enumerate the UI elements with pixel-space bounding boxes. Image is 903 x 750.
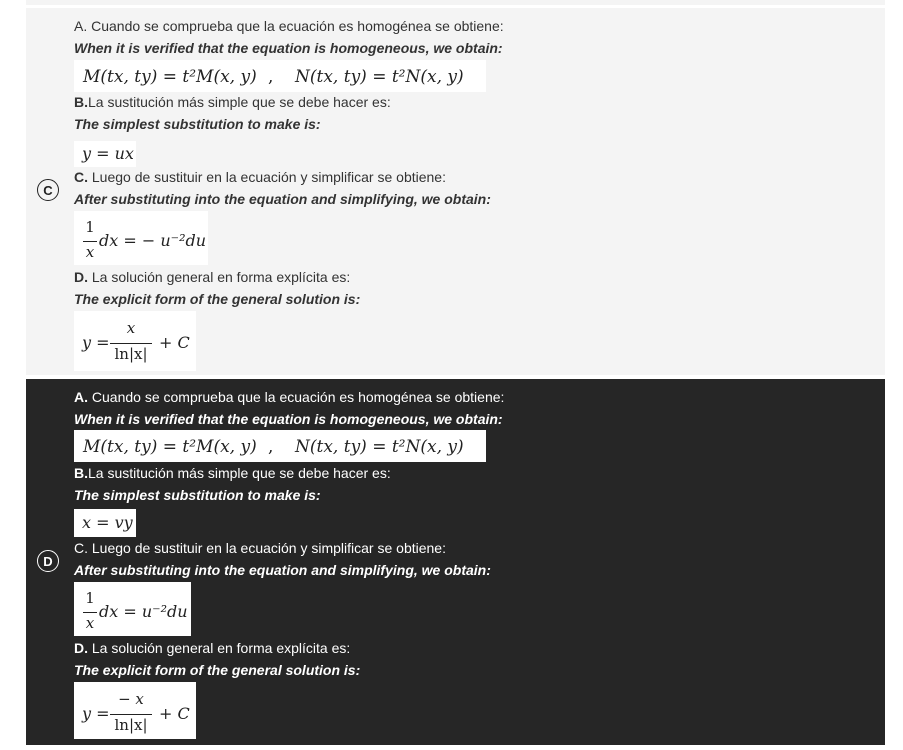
homogeneity-equation-box: M(tx, ty) = t²M(x, y) , N(tx, ty) = t²N(x, y): [74, 430, 486, 462]
step-c-text: C. Luego de sustituir en la ecuación y simplificar se obtiene:: [74, 169, 446, 185]
step-c-english: After substituting into the equation and simplifying, we obtain:: [74, 191, 491, 207]
option-letter-badge[interactable]: C: [37, 179, 59, 201]
step-b-english: The simplest substitution to make is:: [74, 487, 321, 503]
step-b-english: The simplest substitution to make is:: [74, 116, 321, 132]
step-b-text: B.La sustitución más simple que se debe hacer es:: [74, 94, 391, 110]
step-a-english: When it is verified that the equation is homogeneous, we obtain:: [74, 411, 503, 427]
previous-option-strip: [26, 0, 885, 5]
step-d-text: D. La solución general en forma explícita es:: [74, 269, 351, 285]
option-letter-badge[interactable]: D: [37, 550, 59, 572]
homogeneity-equation-box: M(tx, ty) = t²M(x, y) , N(tx, ty) = t²N(x, y): [74, 60, 486, 92]
general-solution-box: y = x ln|x| + C: [74, 311, 196, 371]
answer-option-d[interactable]: [26, 379, 885, 745]
step-d-text: D. La solución general en forma explícita es:: [74, 640, 351, 656]
separated-equation-box: 1 x dx = u⁻²du: [74, 582, 191, 636]
answer-option-c[interactable]: [26, 8, 885, 375]
step-b-text: B.La sustitución más simple que se debe hacer es:: [74, 465, 391, 481]
step-c-english: After substituting into the equation and simplifying, we obtain:: [74, 562, 491, 578]
step-a-text: A. Cuando se comprueba que la ecuación es homogénea se obtiene:: [74, 389, 505, 405]
step-d-english: The explicit form of the general solution is:: [74, 662, 361, 678]
step-a-text: A. Cuando se comprueba que la ecuación es homogénea se obtiene:: [74, 18, 504, 34]
separated-equation-box: 1 x dx = − u⁻²du: [74, 211, 208, 265]
substitution-box: x = vy: [74, 509, 136, 537]
general-solution-box: y = − x ln|x| + C: [74, 682, 196, 739]
step-d-english: The explicit form of the general solution is:: [74, 291, 361, 307]
step-a-english: When it is verified that the equation is homogeneous, we obtain:: [74, 40, 503, 56]
step-c-text: C. Luego de sustituir en la ecuación y simplificar se obtiene:: [74, 540, 446, 556]
substitution-box: y = ux: [74, 141, 136, 167]
